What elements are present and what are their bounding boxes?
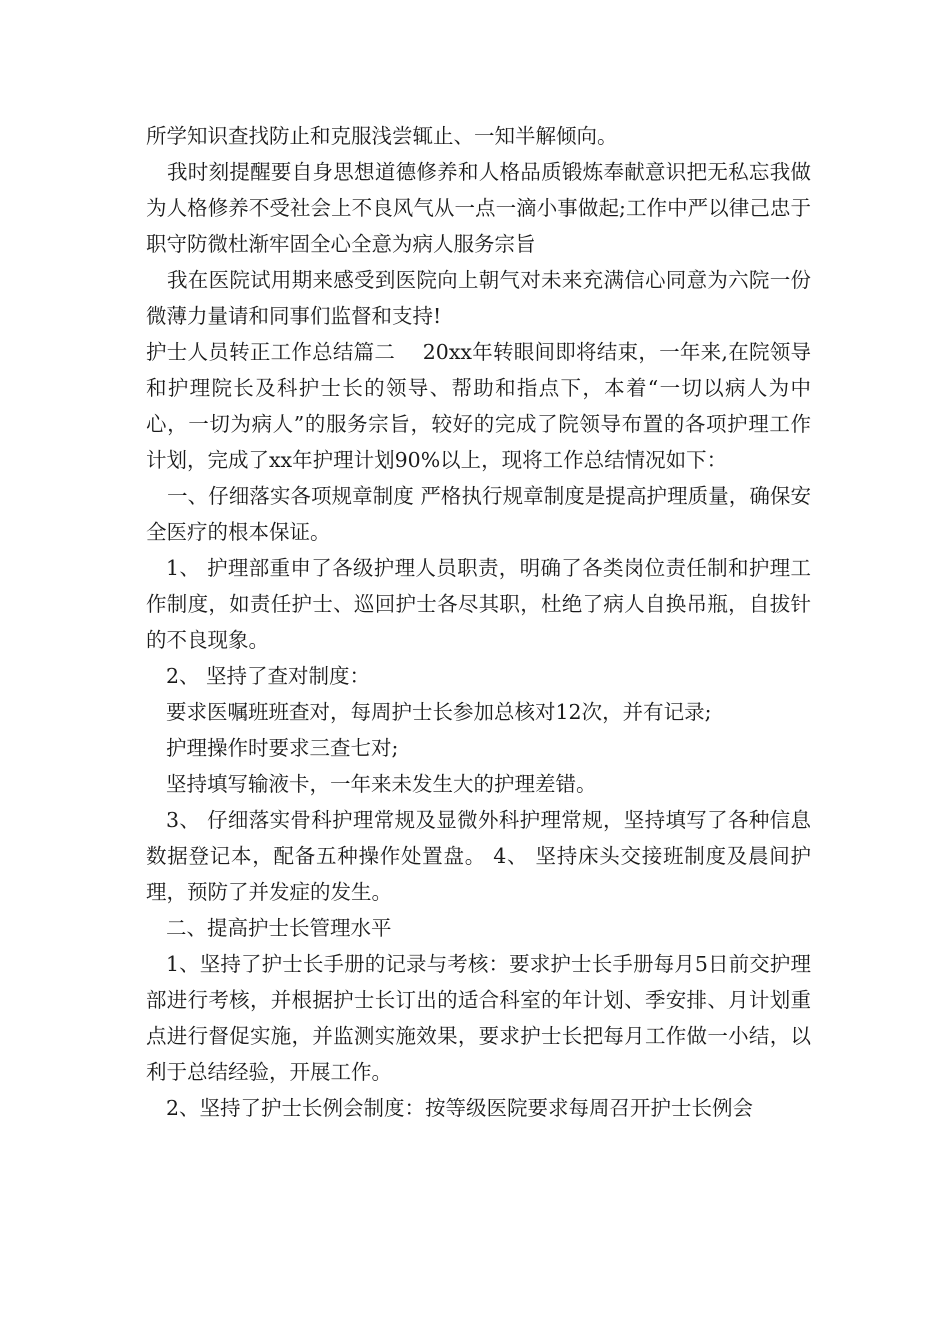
item-2-sub-3: 坚持填写输液卡，一年来未发生大的护理差错。 [166, 772, 597, 796]
item-2-sub-1: 要求医嘱班班查对，每周护士长参加总核对12次，并有记录; [166, 700, 712, 724]
item-2-sub-2: 护理操作时要求三查七对; [166, 736, 399, 760]
item-1: 1、 护理部重申了各级护理人员职责，明确了各类岗位责任制和护理工作制度，如责任护士、巡回护士各尽其职，杜绝了病人自换吊瓶，自拔针的不良现象。 [146, 556, 811, 652]
paragraph-2: 我时刻提醒要自身思想道德修养和人格品质锻炼奉献意识把无私忘我做为人格修养不受社会上不良风气从一点一滴小事做起;工作中严以律己忠于职守防微杜渐牢固全心全意为病人服务宗旨 [146, 160, 811, 256]
section-heading-1: 一、仔细落实各项规章制度 严格执行规章制度是提高护理质量，确保安全医疗的根本保证。 [146, 484, 811, 544]
paragraph-3: 我在医院试用期来感受到医院向上朝气对未来充满信心同意为六院一份微薄力量请和同事们监督和支持! [146, 268, 811, 328]
paragraph-1: 所学知识查找防止和克服浅尝辄止、一知半解倾向。 [146, 124, 618, 148]
item-2: 2、 坚持了查对制度： [166, 664, 371, 688]
item-2-2: 2、坚持了护士长例会制度：按等级医院要求每周召开护士长例会 [166, 1096, 754, 1120]
section-heading-2: 二、提高护士长管理水平 [166, 916, 392, 940]
item-2-1: 1、坚持了护士长手册的记录与考核：要求护士长手册每月5日前交护理部进行考核，并根据护士长订出的适合科室的年计划、季安排、月计划重点进行督促实施，并监测实施效果，要求护士长把每月工作做一小结，以利于总结经验，开展工作。 [146, 952, 811, 1084]
item-3-4: 3、 仔细落实骨科护理常规及显微外科护理常规，坚持填写了各种信息数据登记本，配备五种操作处置盘。 4、 坚持床头交接班制度及晨间护理，预防了并发症的发生。 [146, 808, 811, 904]
paragraph-4: 护士人员转正工作总结篇二 20xx年转眼间即将结束，一年来,在院领导和护理院长及科护士长的领导、帮助和指点下，本着“一切以病人为中心，一切为病人”的服务宗旨，较好的完成了院领导布置的各项护理工作计划，完成了xx年护理计划90%以上，现将工作总结情况如下： [146, 340, 811, 472]
document-body [146, 118, 811, 1126]
